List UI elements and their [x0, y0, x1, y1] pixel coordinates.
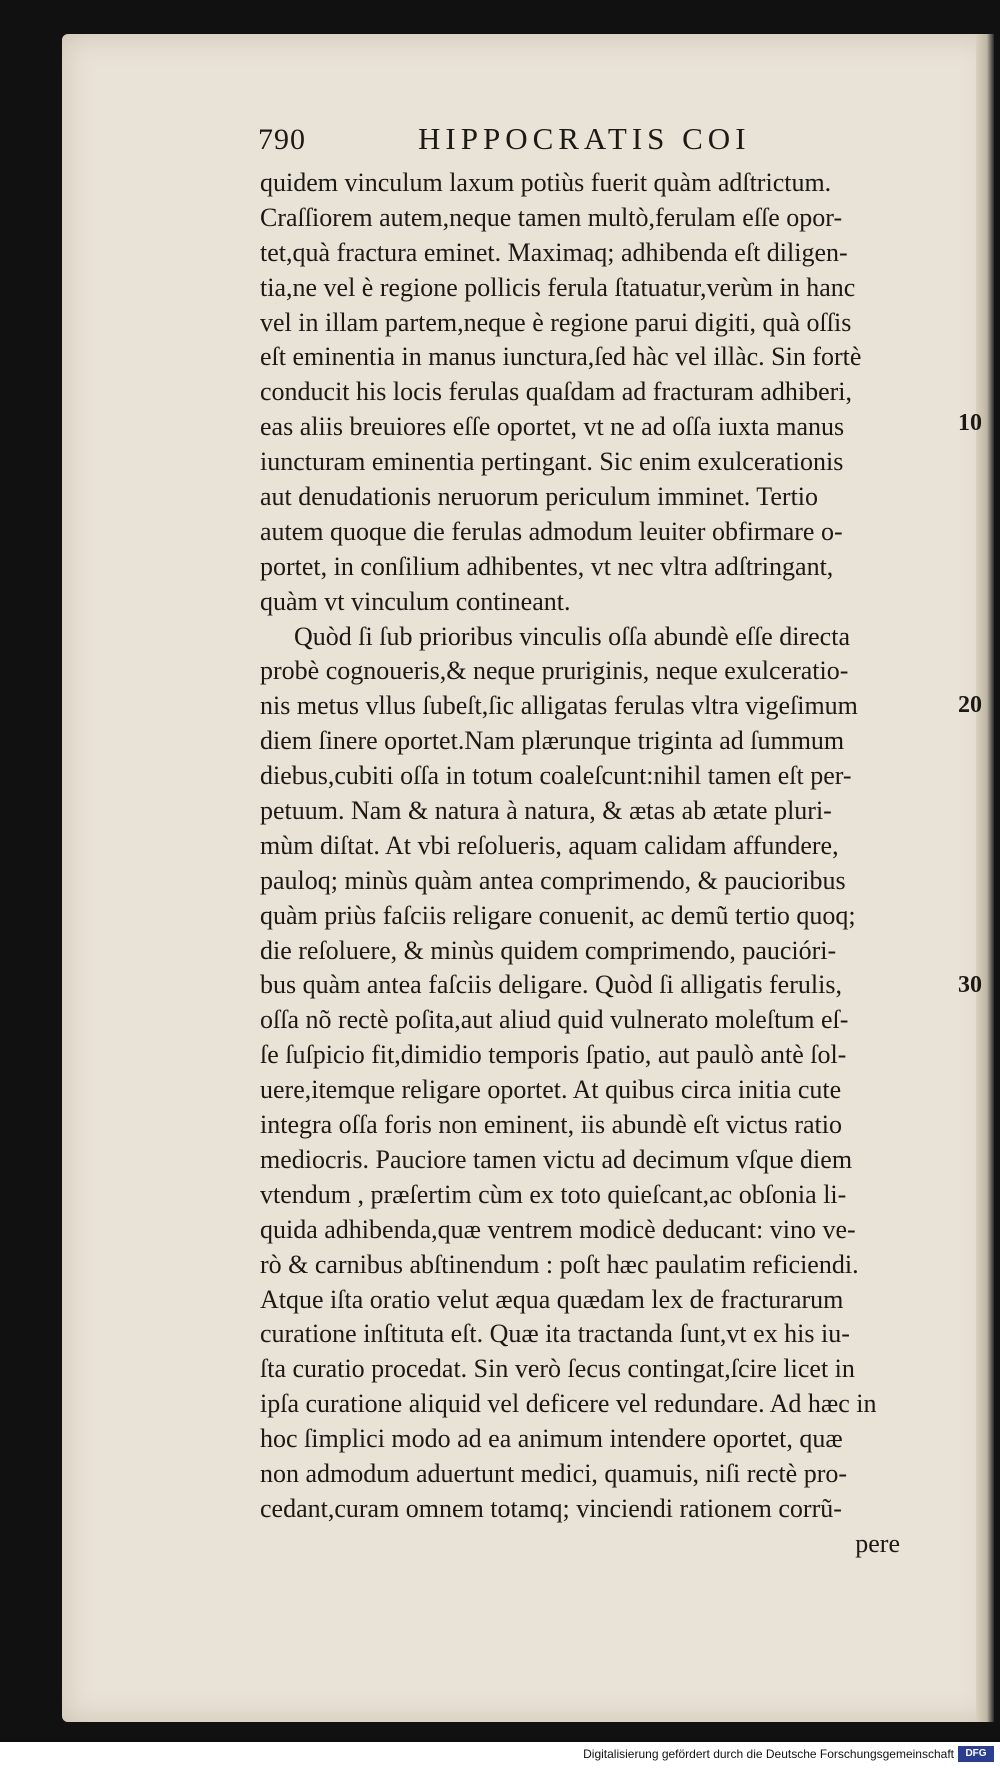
text-line: cedant,curam omnem totamq; vinciendi rationem corrũ-	[260, 1493, 842, 1523]
text-line: integra oſſa foris non eminent, iis abundè eſt victus ratio	[260, 1110, 842, 1140]
text-line: probè cognoueris,& neque pruriginis, neque exulceratio-	[260, 656, 849, 686]
text-line: eſt eminentia in manus iunctura,ſed hàc vel illàc. Sin fortè	[260, 342, 862, 372]
margin-line-number: 10	[958, 410, 982, 436]
text-line: mùm diſtat. At vbi reſolueris, aquam calidam affundere,	[260, 830, 839, 860]
text-line: ſta curatio procedat. Sin verò ſecus contingat,ſcire licet in	[260, 1354, 855, 1384]
text-line: non admodum aduertunt medici, quamuis, niſi rectè pro-	[260, 1458, 848, 1488]
text-line: petuum. Nam & natura à natura, & ætas ab ætate pluri-	[260, 796, 832, 826]
text-line: Quòd ſi ſub prioribus vinculis oſſa abundè eſſe directa	[294, 621, 850, 651]
text-line: Atque iſta oratio velut æqua quædam lex de fracturarum	[260, 1284, 844, 1314]
text-line: nis metus vllus ſubeſt,ſic alligatas ferulas vltra vigeſimum	[260, 691, 858, 721]
dfg-logo: DFG	[958, 1746, 994, 1762]
text-line: autem quoque die ferulas admodum leuiter obfirmare o-	[260, 516, 843, 546]
page-edge	[976, 34, 994, 1722]
text-line: hoc ſimplici modo ad ea animum intendere oportet, quæ	[260, 1424, 843, 1454]
margin-line-number: 30	[958, 972, 982, 998]
margin-line-number: 20	[958, 692, 982, 718]
text-line: Craſſiorem autem,neque tamen multò,ferulam eſſe opor-	[260, 202, 843, 232]
text-line: vtendum , præſertim cùm ex toto quieſcant,ac obſonia li-	[260, 1179, 847, 1209]
footer-bar	[0, 1742, 1000, 1768]
text-line: ſe ſuſpicio fit,dimidio temporis ſpatio, aut paulò antè ſol-	[260, 1040, 847, 1070]
text-line: oſſa nõ rectè poſita,aut aliud quid vulnerato moleſtum eſ-	[260, 1005, 849, 1035]
text-line: diem ſinere oportet.Nam plærunque triginta ad ſummum	[260, 726, 845, 756]
body-text	[260, 166, 950, 1562]
text-line: quidem vinculum laxum potiùs fuerit quàm adſtrictum.	[260, 168, 832, 197]
page-number: 790	[258, 123, 306, 156]
catchword: pere	[855, 1528, 900, 1558]
text-line: pauloq; minùs quàm antea comprimendo, & paucioribus	[260, 865, 846, 895]
text-line: die reſoluere, & minùs quidem comprimendo, paucióri-	[260, 935, 837, 965]
funding-credit: Digitalisierung gefördert durch die Deutsche Forschungsgemeinschaft	[583, 1747, 954, 1761]
text-line: rò & carnibus abſtinendum : poſt hæc paulatim reficiendi.	[260, 1249, 859, 1279]
running-title: HIPPOCRATIS COI	[418, 121, 751, 156]
text-line: iuncturam eminentia pertingant. Sic enim exulcerationis	[260, 447, 844, 477]
text-line: ipſa curatione aliquid vel deficere vel redundare. Ad hæc in	[260, 1389, 877, 1419]
text-line: mediocris. Pauciore tamen victu ad decimum vſque diem	[260, 1144, 853, 1174]
text-line: diebus,cubiti oſſa in totum coaleſcunt:nihil tamen eſt per-	[260, 761, 852, 791]
text-line: vel in illam partem,neque è regione parui digiti, quà oſſis	[260, 307, 852, 337]
text-line: eas aliis breuiores eſſe oportet, vt ne ad oſſa iuxta manus	[260, 412, 845, 442]
text-line: portet, in conſilium adhibentes, vt nec vltra adſtringant,	[260, 551, 834, 581]
text-line: curatione inſtituta eſt. Quæ ita tractanda ſunt,vt ex his iu-	[260, 1319, 850, 1349]
text-line: uere,itemque religare oportet. At quibus circa initia cute	[260, 1075, 842, 1105]
text-line: conducit his locis ferulas quaſdam ad fracturam adhiberi,	[260, 377, 853, 407]
text-line: quàm vt vinculum contineant.	[260, 586, 571, 616]
text-line: aut denudationis neruorum periculum imminet. Tertio	[260, 482, 819, 512]
text-line: quida adhibenda,quæ ventrem modicè deducant: vino ve-	[260, 1214, 856, 1244]
text-line: tia,ne vel è regione pollicis ferula ſtatuatur,verùm in hanc	[260, 272, 856, 302]
page-header	[258, 123, 818, 163]
text-line: tet,quà fractura eminet. Maximaq; adhibenda eſt diligen-	[260, 237, 848, 267]
text-line: bus quàm antea faſciis deligare. Quòd ſi alligatis ferulis,	[260, 970, 842, 1000]
text-line: quàm priùs faſciis religare conuenit, ac demũ tertio quoq;	[260, 900, 856, 930]
